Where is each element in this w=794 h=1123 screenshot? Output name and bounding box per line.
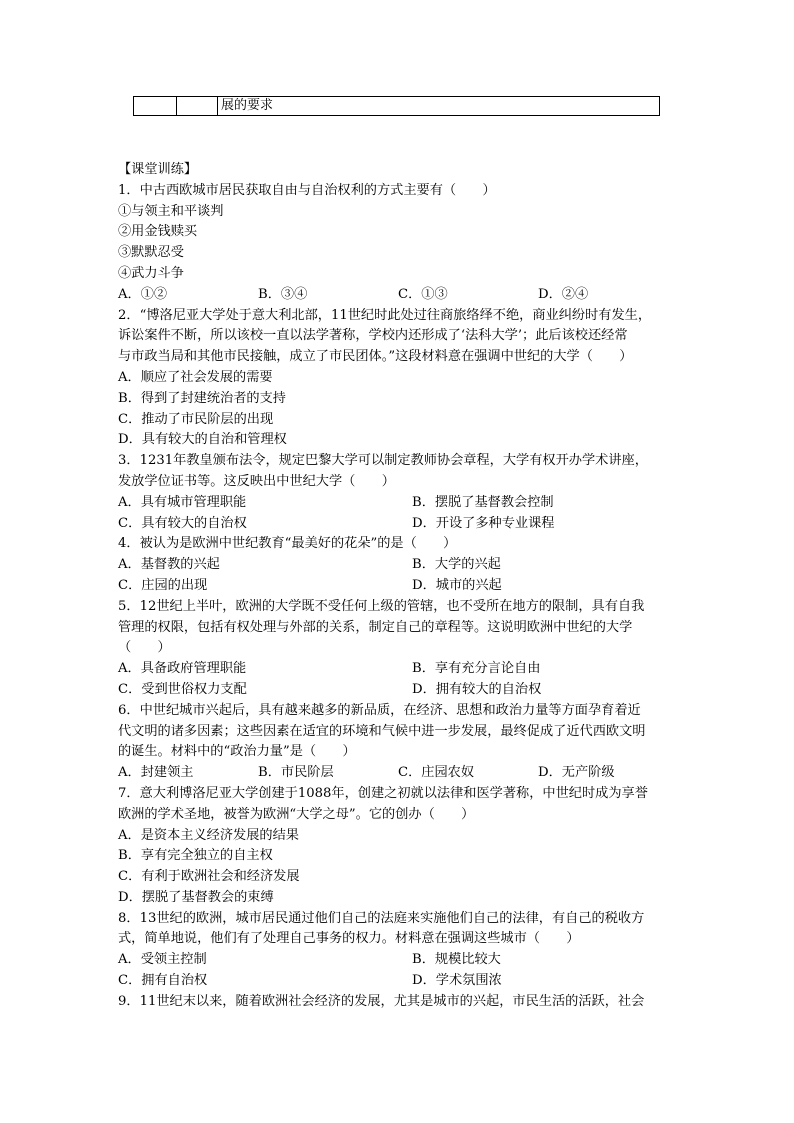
option-c: C．庄园的出现 xyxy=(118,577,208,593)
option-row xyxy=(118,971,678,992)
option-a: A．具备政府管理职能 xyxy=(118,661,247,677)
question-5 xyxy=(118,597,678,701)
option-a: A．具有城市管理职能 xyxy=(118,494,247,510)
section-title: 【课堂训练】 xyxy=(118,162,198,177)
table-cell: 展的要求 xyxy=(218,97,660,116)
question-stem: 与市政当局和其他市民接触，成立了市民团体。”这段材料意在强调中世纪的大学（ ） xyxy=(118,349,633,365)
question-stem: 8．13世纪的欧洲，城市居民通过他们自己的法庭来实施他们自己的法律，有自己的税收方 xyxy=(118,910,645,926)
option-c: C．具有较大的自治权 xyxy=(118,515,247,531)
question-stem: 的诞生。材料中的“政治力量”是（ ） xyxy=(118,744,356,760)
option-a: A．基督教的兴起 xyxy=(118,557,220,573)
question-7 xyxy=(118,784,678,909)
question-stem: 欧洲的学术圣地，被誉为欧洲“大学之母”。它的创办（ ） xyxy=(118,806,475,822)
option-a: A．受领主控制 xyxy=(118,952,207,968)
option-d: D．无产阶级 xyxy=(538,765,615,781)
question-6 xyxy=(118,701,678,784)
option-row xyxy=(118,950,678,971)
option-row xyxy=(118,555,678,576)
option-b: B．市民阶层 xyxy=(258,765,334,781)
table-cell xyxy=(134,97,177,116)
option-d: D．②④ xyxy=(538,286,589,302)
question-2 xyxy=(118,306,678,452)
question-8 xyxy=(118,909,678,992)
option-d: D．具有较大的自治和管理权 xyxy=(118,432,287,448)
question-3 xyxy=(118,451,678,534)
option-row xyxy=(118,680,678,701)
option-a: A．是资本主义经济发展的结果 xyxy=(118,827,299,843)
question-stem: 7．意大利博洛尼亚大学创建于1088年，创建之初就以法律和医学著称，中世纪时成为享誉 xyxy=(118,785,648,801)
question-stem: 9．11世纪末以来，随着欧洲社会经济的发展，尤其是城市的兴起，市民生活的活跃，社会 xyxy=(118,993,645,1009)
question-stem: （ ） xyxy=(118,640,171,656)
statement-item: ①与领主和平谈判 xyxy=(118,203,224,219)
question-stem: 4．被认为是欧洲中世纪教育“最美好的花朵”的是（ ） xyxy=(118,536,457,552)
option-d: D．拥有较大的自治权 xyxy=(412,681,542,697)
option-c: C．有利于欧洲社会和经济发展 xyxy=(118,869,300,885)
option-c: C．受到世俗权力支配 xyxy=(118,681,247,697)
option-row xyxy=(118,576,678,597)
question-4 xyxy=(118,534,678,596)
option-d: D．摆脱了基督教会的束缚 xyxy=(118,889,274,905)
question-stem: 1．中古西欧城市居民获取自由与自治权利的方式主要有（ ） xyxy=(118,182,496,198)
option-b: B．③④ xyxy=(258,286,308,302)
option-d: D．学术氛围浓 xyxy=(412,973,502,989)
question-stem: 式，简单地说，他们有了处理自己事务的权力。材料意在强调这些城市（ ） xyxy=(118,931,580,947)
option-d: D．开设了多种专业课程 xyxy=(412,515,555,531)
option-c: C．庄园农奴 xyxy=(398,765,475,781)
question-stem: 诉讼案件不断，所以该校一直以法学著称，学校内还形成了‘法科大学’；此后该校还经常 xyxy=(118,328,628,344)
option-row xyxy=(118,514,678,535)
option-c: C．推动了市民阶层的出现 xyxy=(118,411,274,427)
statement-item: ④武力斗争 xyxy=(118,265,184,281)
option-a: A．封建领主 xyxy=(118,765,194,781)
option-d: D．城市的兴起 xyxy=(412,577,502,593)
option-row xyxy=(118,285,678,306)
option-row xyxy=(118,763,678,784)
question-stem: 发放学位证书等。这反映出中世纪大学（ ） xyxy=(118,473,395,489)
option-b: B．享有完全独立的自主权 xyxy=(118,848,273,864)
option-c: C．拥有自治权 xyxy=(118,973,208,989)
option-b: B．得到了封建统治者的支持 xyxy=(118,390,286,406)
exercise-content xyxy=(118,160,678,1013)
option-row xyxy=(118,659,678,680)
option-a: A．①② xyxy=(118,286,168,302)
question-stem: 3．1231年教皇颁布法令，规定巴黎大学可以制定教师协会章程，大学有权开办学术讲座， xyxy=(118,453,648,469)
option-b: B．摆脱了基督教会控制 xyxy=(412,494,554,510)
table-cell xyxy=(177,97,218,116)
question-stem: 6．中世纪城市兴起后，具有越来越多的新品质，在经济、思想和政治力量等方面孕育着近 xyxy=(118,702,641,718)
question-1 xyxy=(118,181,678,306)
continuation-table xyxy=(133,96,660,116)
question-stem: 5．12世纪上半叶，欧洲的大学既不受任何上级的管辖，也不受所在地方的限制，具有自我 xyxy=(118,598,645,614)
table-row xyxy=(134,97,660,116)
question-stem: 代文明的诸多因素；这些因素在适宜的环境和气候中进一步发展，最终促成了近代西欧文明 xyxy=(118,723,646,739)
option-a: A．顺应了社会发展的需要 xyxy=(118,369,273,385)
option-b: B．享有充分言论自由 xyxy=(412,661,541,677)
option-b: B．大学的兴起 xyxy=(412,557,501,573)
statement-item: ②用金钱赎买 xyxy=(118,224,198,240)
question-stem: 2．“博洛尼亚大学处于意大利北部，11世纪时此处过往商旅络绎不绝，商业纠纷时有发生， xyxy=(118,307,652,323)
option-row xyxy=(118,493,678,514)
question-stem: 管理的权限，包括有权处理与外部的关系，制定自己的章程等。这说明欧洲中世纪的大学 xyxy=(118,619,633,635)
statement-item: ③默默忍受 xyxy=(118,245,184,261)
question-9 xyxy=(118,992,678,1013)
option-c: C．①③ xyxy=(398,286,448,302)
option-b: B．规模比较大 xyxy=(412,952,501,968)
